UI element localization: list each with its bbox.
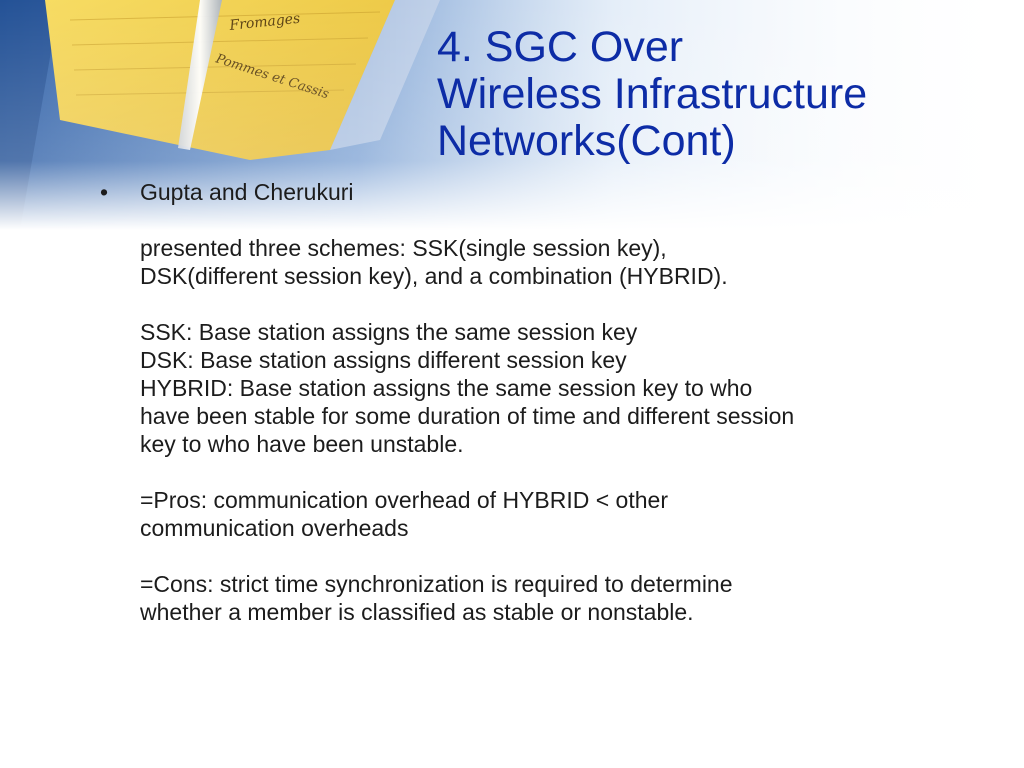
intro-paragraph: [140, 234, 980, 290]
bullet-icon: •: [100, 179, 109, 205]
text-line: =Cons: strict time synchronization is required to determine: [140, 571, 733, 597]
text-line: =Pros: communication overhead of HYBRID < other: [140, 487, 668, 513]
text-line: SSK: Base station assigns the same session key: [140, 319, 638, 345]
text-line: whether a member is classified as stable or nonstable.: [140, 599, 694, 625]
schemes-paragraph: [140, 318, 980, 458]
slide-body: [100, 178, 980, 626]
text-line: HYBRID: Base station assigns the same session key to who: [140, 375, 753, 401]
title-line: 4. SGC Over: [437, 23, 684, 71]
bullet-heading: Gupta and Cherukuri: [140, 179, 354, 205]
bullet-item: [100, 178, 980, 626]
text-line: key to who have been unstable.: [140, 431, 464, 457]
title-line: Wireless Infrastructure: [437, 70, 868, 118]
text-line: DSK: Base station assigns different session key: [140, 347, 627, 373]
pros-paragraph: [140, 486, 980, 542]
text-line: communication overheads: [140, 515, 409, 541]
cons-paragraph: [140, 570, 980, 626]
slide-title: [437, 24, 1007, 165]
text-line: DSK(different session key), and a combination (HYBRID).: [140, 263, 728, 289]
text-line: presented three schemes: SSK(single session key),: [140, 235, 667, 261]
title-line: Networks(Cont): [437, 117, 736, 165]
text-line: have been stable for some duration of time and different session: [140, 403, 795, 429]
